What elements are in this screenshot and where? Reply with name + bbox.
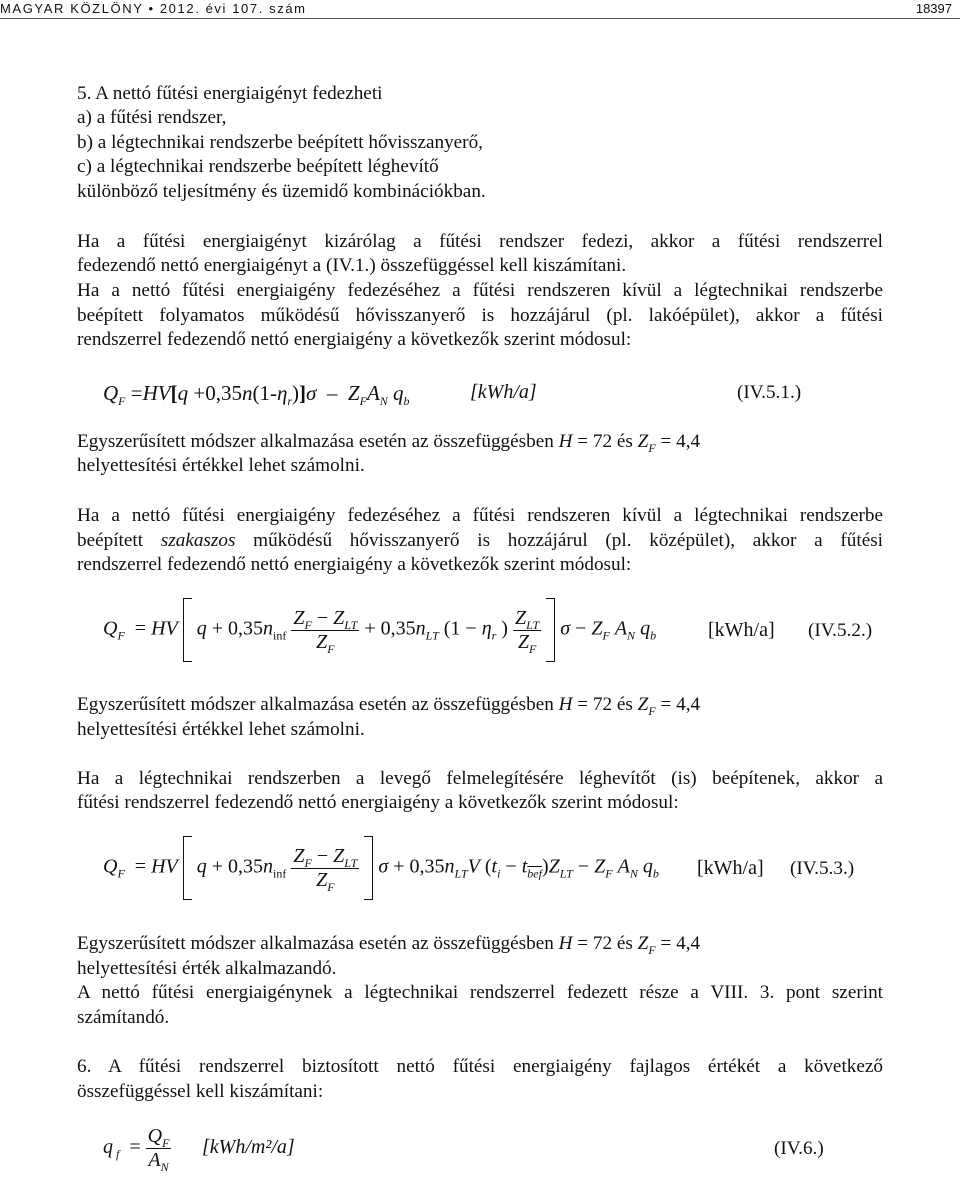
equation-iv-5-3: $Q_F$ = HV $q + 0,35n_{inf}$ $\frac{Z_F - Z_{LT}}{Z_F}$ $\sigma + 0,35n_{LT}V$ $(t_i - t_{\overline{bef}})Z_{LT} - Z_F$ $A_N$ $q_b$ bbox=[103, 836, 659, 900]
note-3-line-3: A nettó fűtési energiaigénynek a légtechnikai rendszerrel fedezett része a VIII. 3. pont szerint bbox=[77, 982, 883, 1003]
journal-title: MAGYAR KÖZLÖNY • 2012. évi 107. szám bbox=[0, 1, 307, 16]
eq4-tag: (IV.6.) bbox=[774, 1138, 824, 1159]
list-tail: különböző teljesítmény és üzemidő kombinációkban. bbox=[77, 181, 486, 202]
eq2-tag: (IV.5.2.) bbox=[808, 620, 873, 641]
para-b-line-3: rendszerrel fedezendő nettó energiaigény a következők szerint módosul: bbox=[77, 329, 632, 350]
note-1-line-2: helyettesítési értékkel lehet számolni. bbox=[77, 455, 365, 476]
eq1-tag: (IV.5.1.) bbox=[737, 382, 802, 403]
equation-iv-5-1: $Q_F =HV[q +0,35n(1-\eta_r)]\sigma - Z_FA_N$ $q_b$ bbox=[103, 381, 410, 409]
equation-iv-6: q $_f$ = $\frac{Q_F}{A_N}$ bbox=[103, 1125, 170, 1174]
eq3-tag: (IV.5.3.) bbox=[790, 858, 855, 879]
page-header bbox=[0, 0, 960, 18]
note-2-line-1: Egyszerűsített módszer alkalmazása esetén az összefüggésben H = 72 és $Z_F = 4,4$ bbox=[77, 694, 701, 718]
eq1-unit: [kWh/a] bbox=[470, 381, 537, 403]
para-d-line-1: Ha a légtechnikai rendszerben a levegő felmelegítésére léghevítőt (is) beépítenek, akkor a bbox=[77, 768, 883, 789]
para-b-line-2: beépített folyamatos működésű hővisszanyerő is hozzájárul (pl. lakóépület), akkor a fűtési bbox=[77, 305, 883, 326]
list-item-a: a) a fűtési rendszer, bbox=[77, 107, 227, 128]
para-c-line-2: beépített szakaszos működésű hővisszanyerő is hozzájárul (pl. középület), akkor a fűtési bbox=[77, 530, 884, 551]
para-a-line-1: Ha a fűtési energiaigényt kizárólag a fűtési rendszer fedezi, akkor a fűtési rendszerrel bbox=[77, 231, 883, 252]
para-c-line-3: rendszerrel fedezendő nettó energiaigény a következők szerint módosul: bbox=[77, 554, 632, 575]
para-b-line-1: Ha a nettó fűtési energiaigény fedezéséhez a fűtési rendszeren kívül a légtechnikai rendszerbe bbox=[77, 280, 883, 301]
equation-iv-5-2: $Q_F$ = HV $q + 0,35n_{inf}$ $\frac{Z_F - Z_{LT}}{Z_F}$ + $0,35n_{LT}$ ($1 - \eta_r$ ) $\frac{Z_{LT}}{Z_F}$ $\sigma - Z_F$ $A_N$ $q_b$ bbox=[103, 598, 656, 662]
note-3-line-2: helyettesítési érték alkalmazandó. bbox=[77, 958, 337, 979]
list-item-c: c) a légtechnikai rendszerbe beépített léghevítő bbox=[77, 156, 439, 177]
note-1-line-1: Egyszerűsített módszer alkalmazása esetén az összefüggésben H = 72 és $Z_F = 4,4$ bbox=[77, 431, 701, 455]
eq2-unit: [kWh/a] bbox=[708, 619, 775, 641]
note-3-line-1: Egyszerűsített módszer alkalmazása esetén az összefüggésben H = 72 és $Z_F = 4,4$ bbox=[77, 933, 701, 957]
section-5-heading: 5. A nettó fűtési energiaigényt fedezheti bbox=[77, 83, 383, 104]
section-6-line-2: összefüggéssel kell kiszámítani: bbox=[77, 1081, 324, 1102]
eq4-unit: [kWh/m²/a] bbox=[202, 1136, 295, 1158]
page-number: 18397 bbox=[915, 1, 952, 16]
note-2-line-2: helyettesítési értékkel lehet számolni. bbox=[77, 719, 365, 740]
list-item-b: b) a légtechnikai rendszerbe beépített hővisszanyerő, bbox=[77, 132, 483, 153]
section-6-line-1: 6. A fűtési rendszerrel biztosított nettó fűtési energiaigény fajlagos értékét a következő bbox=[77, 1056, 883, 1077]
para-c-line-1: Ha a nettó fűtési energiaigény fedezéséhez a fűtési rendszeren kívül a légtechnikai rendszerbe bbox=[77, 505, 883, 526]
para-d-line-2: fűtési rendszerrel fedezendő nettó energiaigény a következők szerint módosul: bbox=[77, 792, 679, 813]
note-3-line-4: számítandó. bbox=[77, 1007, 170, 1028]
eq3-unit: [kWh/a] bbox=[697, 857, 764, 879]
para-a-line-2: fedezendő nettó energiaigényt a (IV.1.) összefüggéssel kell kiszámítani. bbox=[77, 255, 627, 276]
header-rule bbox=[0, 18, 960, 19]
